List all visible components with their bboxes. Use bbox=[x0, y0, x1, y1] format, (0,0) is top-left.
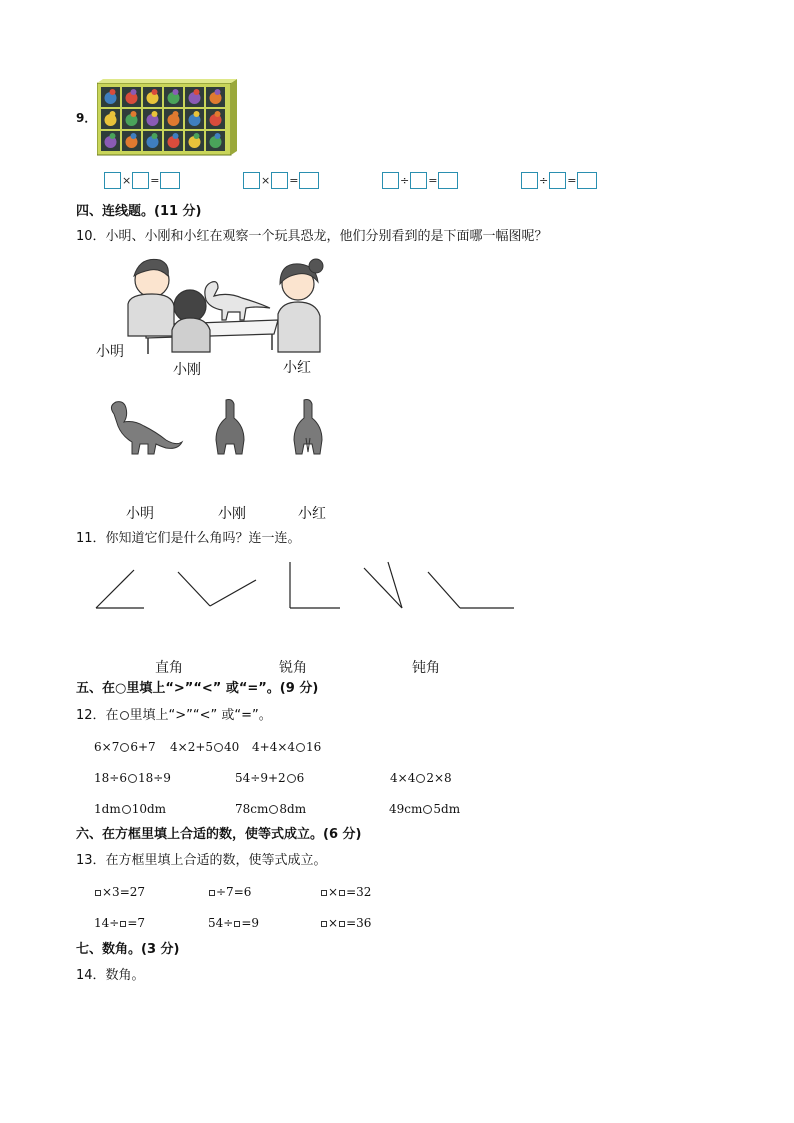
toy-head-icon bbox=[215, 89, 221, 95]
answer-box[interactable] bbox=[243, 172, 260, 189]
compare-circle[interactable] bbox=[120, 743, 129, 752]
option-label-xiaohong: 小红 bbox=[298, 506, 326, 522]
answer-box[interactable] bbox=[382, 172, 399, 189]
answer-box[interactable] bbox=[438, 172, 458, 189]
blank-square[interactable] bbox=[321, 890, 327, 896]
blank-square[interactable] bbox=[339, 890, 345, 896]
circle-icon bbox=[120, 711, 129, 720]
q13-item: ÷7=6 bbox=[208, 885, 251, 899]
blank-square[interactable] bbox=[321, 921, 327, 927]
q12-item: 54÷9+2 6 bbox=[235, 771, 305, 785]
q9-equation-3: ÷ = bbox=[382, 169, 458, 191]
dinosaur-back-view-image[interactable] bbox=[290, 398, 326, 460]
compare-circle[interactable] bbox=[416, 774, 425, 783]
option-label-xiaogang: 小刚 bbox=[218, 506, 246, 522]
compare-circle[interactable] bbox=[128, 774, 137, 783]
angle-figure-2 bbox=[178, 572, 256, 606]
q9-equation-4: ÷ = bbox=[521, 169, 597, 191]
answer-box[interactable] bbox=[410, 172, 427, 189]
compare-circle[interactable] bbox=[296, 743, 305, 752]
dinosaur-side-view-image[interactable] bbox=[106, 400, 186, 456]
q10-text: 10．小明、小刚和小红在观察一个玩具恐龙，他们分别看到的是下面哪一幅图呢？ bbox=[76, 229, 548, 244]
angle-label-right: 直角 bbox=[155, 660, 183, 676]
toy-head-icon bbox=[131, 89, 137, 95]
angle-figure-1 bbox=[96, 570, 144, 608]
q13-item: × =32 bbox=[320, 885, 371, 899]
compare-circle[interactable] bbox=[423, 805, 432, 814]
angle-figure-4 bbox=[364, 562, 402, 608]
toy-head-icon bbox=[152, 89, 158, 95]
q12-text: 12．在 里填上“>”“<” 或“=”。 bbox=[76, 708, 272, 723]
blank-square[interactable] bbox=[120, 921, 126, 927]
answer-box[interactable] bbox=[132, 172, 149, 189]
q11-text: 11．你知道它们是什么角吗？连一连。 bbox=[76, 531, 301, 546]
angle-figure-3 bbox=[290, 562, 340, 608]
q13-item: 54÷ =9 bbox=[208, 916, 260, 930]
toy-head-icon bbox=[215, 111, 221, 117]
section-7-title: 七、数角。(3 分) bbox=[76, 942, 180, 957]
answer-box[interactable] bbox=[160, 172, 180, 189]
q13-item: 14÷ =7 bbox=[94, 916, 146, 930]
q12-item: 4+4×4 16 bbox=[252, 740, 322, 754]
angle-figure-5 bbox=[428, 572, 514, 608]
section-4-title: 四、连线题。(11 分) bbox=[76, 204, 202, 219]
blank-square[interactable] bbox=[95, 890, 101, 896]
answer-box[interactable] bbox=[521, 172, 538, 189]
compare-circle[interactable] bbox=[122, 805, 131, 814]
toy-head-icon bbox=[110, 133, 116, 139]
q13-item: × =36 bbox=[320, 916, 371, 930]
q9-equation-1: × = bbox=[104, 169, 180, 191]
answer-box[interactable] bbox=[549, 172, 566, 189]
toy-head-icon bbox=[131, 111, 137, 117]
answer-box[interactable] bbox=[299, 172, 319, 189]
dinosaur-front-view-image[interactable] bbox=[212, 398, 248, 460]
q12-item: 6×7 6+7 bbox=[94, 740, 156, 754]
toy-head-icon bbox=[131, 133, 137, 139]
answer-box[interactable] bbox=[271, 172, 288, 189]
angle-figures bbox=[90, 558, 530, 614]
toy-head-icon bbox=[152, 111, 158, 117]
q9-equation-2: × = bbox=[243, 169, 319, 191]
scene-label-xiaoming: 小明 bbox=[96, 344, 124, 360]
section-6-title: 六、在方框里填上合适的数，使等式成立。(6 分) bbox=[76, 827, 362, 842]
answer-box[interactable] bbox=[104, 172, 121, 189]
toy-head-icon bbox=[173, 111, 179, 117]
q14-text: 14．数角。 bbox=[76, 968, 145, 983]
scene-label-xiaohong: 小红 bbox=[283, 360, 311, 376]
toy-shelf-image bbox=[97, 79, 237, 157]
compare-circle[interactable] bbox=[214, 743, 223, 752]
compare-circle[interactable] bbox=[269, 805, 278, 814]
q9-number: 9． bbox=[76, 111, 97, 125]
section-5-title: 五、在○里填上“>”“<” 或“=”。(9 分) bbox=[76, 681, 319, 696]
toy-head-icon bbox=[194, 89, 200, 95]
q13-text: 13．在方框里填上合适的数，使等式成立。 bbox=[76, 853, 327, 868]
q13-item: ×3=27 bbox=[94, 885, 145, 899]
toy-head-icon bbox=[194, 111, 200, 117]
toy-head-icon bbox=[110, 89, 116, 95]
scene-label-xiaogang: 小刚 bbox=[173, 362, 201, 378]
q12-item: 49cm 5dm bbox=[389, 802, 461, 816]
answer-box[interactable] bbox=[577, 172, 597, 189]
option-label-xiaoming: 小明 bbox=[126, 506, 154, 522]
toy-head-icon bbox=[173, 133, 179, 139]
q12-item: 18÷6 18÷9 bbox=[94, 771, 171, 785]
q12-item: 4×4 2×8 bbox=[390, 771, 452, 785]
toy-head-icon bbox=[110, 111, 116, 117]
children-observing-dinosaur-image bbox=[118, 254, 340, 356]
q12-item: 78cm 8dm bbox=[235, 802, 307, 816]
toy-head-icon bbox=[194, 133, 200, 139]
q12-item: 4×2+5 40 bbox=[170, 740, 240, 754]
blank-square[interactable] bbox=[339, 921, 345, 927]
toy-head-icon bbox=[173, 89, 179, 95]
angle-label-acute: 锐角 bbox=[279, 660, 307, 676]
compare-circle[interactable] bbox=[287, 774, 296, 783]
blank-square[interactable] bbox=[209, 890, 215, 896]
q12-item: 1dm 10dm bbox=[94, 802, 167, 816]
toy-head-icon bbox=[152, 133, 158, 139]
angle-label-obtuse: 钝角 bbox=[412, 660, 440, 676]
toy-head-icon bbox=[215, 133, 221, 139]
blank-square[interactable] bbox=[234, 921, 240, 927]
